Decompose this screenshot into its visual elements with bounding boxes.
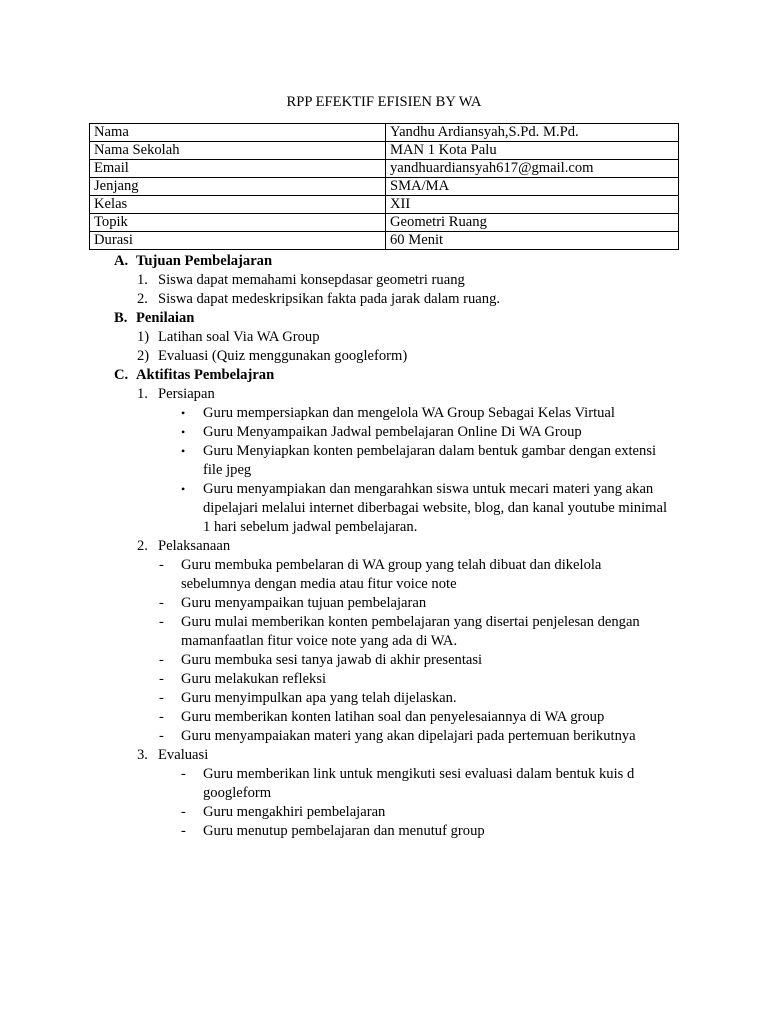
section-title: Tujuan Pembelajaran <box>136 253 273 269</box>
table-label: Durasi <box>90 232 386 250</box>
list-text: Latihan soal Via WA Group <box>158 329 320 345</box>
dash-icon: - <box>159 728 164 744</box>
dash-icon: - <box>181 804 186 820</box>
section-title: Aktifitas Pembelajran <box>136 367 275 383</box>
table-label: Email <box>90 160 386 178</box>
list-item <box>0 423 768 442</box>
table-label: Jenjang <box>90 178 386 196</box>
list-text: Guru mempersiapkan dan mengelola WA Group Sebagai Kelas Virtual <box>203 405 615 421</box>
bullet-icon: • <box>181 425 186 439</box>
table-value: 60 Menit <box>386 232 679 250</box>
table-row <box>90 214 679 232</box>
table-value: Yandhu Ardiansyah,S.Pd. M.Pd. <box>386 124 679 142</box>
list-item <box>0 556 768 594</box>
dash-icon: - <box>159 671 164 687</box>
list-number: 2. <box>137 291 148 307</box>
list-item <box>0 803 768 822</box>
list-item <box>0 613 768 651</box>
list-item <box>0 708 768 727</box>
list-text: Evaluasi (Quiz menggunakan googleform) <box>158 348 408 364</box>
section-title: Penilaian <box>136 310 195 326</box>
dash-icon: - <box>159 690 164 706</box>
list-number: 2. <box>137 538 148 554</box>
list-text: Guru Menyampaikan Jadwal pembelajaran Online Di WA Group <box>203 424 582 440</box>
dash-icon: - <box>159 557 164 573</box>
list-item <box>0 404 768 423</box>
subsection-persiapan <box>0 385 768 404</box>
section-heading-c <box>0 366 768 385</box>
table-value: SMA/MA <box>386 178 679 196</box>
table-label: Nama <box>90 124 386 142</box>
section-heading-b <box>0 309 768 328</box>
table-value: yandhuardiansyah617@gmail.com <box>386 160 679 178</box>
info-table <box>89 123 679 250</box>
subsection-pelaksanaan <box>0 537 768 556</box>
list-text: Guru membuka pembelaran di WA group yang telah dibuat dan dikelola sebelumnya dengan media atau fitur voice note <box>181 557 602 592</box>
table-label: Nama Sekolah <box>90 142 386 160</box>
list-item <box>0 689 768 708</box>
table-value: XII <box>386 196 679 214</box>
list-number: 2) <box>137 348 150 364</box>
subsection-title: Pelaksanaan <box>158 538 231 554</box>
document-body <box>0 252 768 841</box>
list-item <box>0 442 768 480</box>
list-text: Guru menyampaikan tujuan pembelajaran <box>181 595 427 611</box>
list-item <box>0 271 768 290</box>
list-number: 1. <box>137 272 148 288</box>
section-letter: B. <box>114 310 128 326</box>
list-number: 1) <box>137 329 150 345</box>
list-text: Guru menyampaiakan materi yang akan dipelajari pada pertemuan berikutnya <box>181 728 636 744</box>
list-number: 1. <box>137 386 148 402</box>
subsection-title: Evaluasi <box>158 747 209 763</box>
table-label: Kelas <box>90 196 386 214</box>
list-text: Siswa dapat memahami konsepdasar geometri ruang <box>158 272 465 288</box>
list-text: Guru memberikan link untuk mengikuti sesi evaluasi dalam bentuk kuis d googleform <box>203 766 635 801</box>
list-item <box>0 727 768 746</box>
list-number: 3. <box>137 747 148 763</box>
table-row <box>90 160 679 178</box>
list-text: Guru memberikan konten latihan soal dan penyelesaiannya di WA group <box>181 709 605 725</box>
list-text: Guru membuka sesi tanya jawab di akhir presentasi <box>181 652 483 668</box>
dash-icon: - <box>159 652 164 668</box>
table-label: Topik <box>90 214 386 232</box>
list-text: Guru menyampiakan dan mengarahkan siswa untuk mecari materi yang akan dipelajari melalui internet diberbagai website, blog, dan kanal youtube minimal 1 hari sebelum jadwal pembelajaran. <box>203 481 668 535</box>
list-text: Guru Menyiapkan konten pembelajaran dalam bentuk gambar dengan extensi file jpeg <box>203 443 657 478</box>
subsection-evaluasi <box>0 746 768 765</box>
list-item <box>0 290 768 309</box>
dash-icon: - <box>159 709 164 725</box>
subsection-title: Persiapan <box>158 386 215 402</box>
list-text: Guru menutup pembelajaran dan menutuf group <box>203 823 485 839</box>
list-item <box>0 480 768 537</box>
list-item <box>0 594 768 613</box>
list-text: Guru menyimpulkan apa yang telah dijelaskan. <box>181 690 457 706</box>
table-row <box>90 232 679 250</box>
table-row <box>90 178 679 196</box>
bullet-icon: • <box>181 482 186 496</box>
list-item <box>0 822 768 841</box>
list-item <box>0 328 768 347</box>
list-text: Siswa dapat medeskripsikan fakta pada jarak dalam ruang. <box>158 291 501 307</box>
bullet-icon: • <box>181 406 186 420</box>
section-letter: A. <box>114 253 129 269</box>
dash-icon: - <box>159 614 164 630</box>
table-row <box>90 124 679 142</box>
table-row <box>90 142 679 160</box>
list-text: Guru mengakhiri pembelajaran <box>203 804 386 820</box>
page-title: RPP EFEKTIF EFISIEN BY WA <box>286 94 482 110</box>
list-text: Guru mulai memberikan konten pembelajaran yang disertai penjelesan dengan mamanfaatlan fitur voice note yang ada di WA. <box>181 614 640 649</box>
list-item <box>0 651 768 670</box>
bullet-icon: • <box>181 444 186 458</box>
dash-icon: - <box>181 823 186 839</box>
list-text: Guru melakukan refleksi <box>181 671 327 687</box>
table-value: Geometri Ruang <box>386 214 679 232</box>
dash-icon: - <box>181 766 186 782</box>
list-item <box>0 670 768 689</box>
dash-icon: - <box>159 595 164 611</box>
table-value: MAN 1 Kota Palu <box>386 142 679 160</box>
list-item <box>0 765 768 803</box>
section-letter: C. <box>114 367 129 383</box>
list-item <box>0 347 768 366</box>
table-row <box>90 196 679 214</box>
section-heading-a <box>0 252 768 271</box>
